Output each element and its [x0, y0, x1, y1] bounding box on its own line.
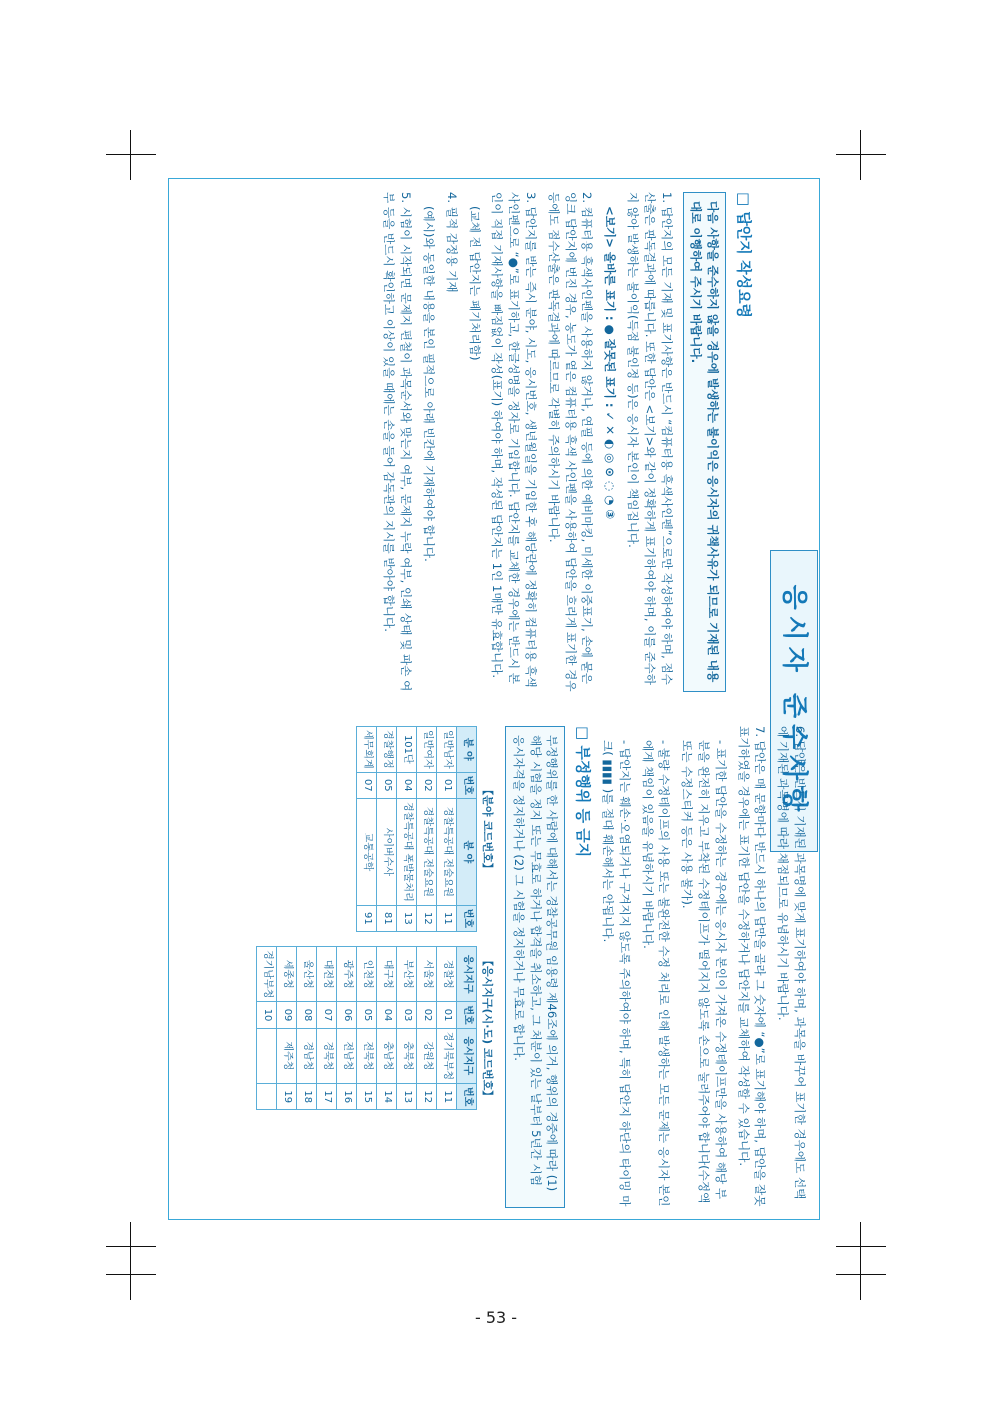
table-cell: 18	[297, 1084, 317, 1110]
table-row	[257, 947, 277, 1110]
column-header: 분 야	[457, 727, 477, 773]
table-cell: 02	[417, 772, 437, 798]
crop-mark-top-left	[106, 130, 156, 180]
table-cell: 전북청	[357, 1028, 377, 1083]
rules-column	[256, 726, 808, 1208]
table-cell: 12	[417, 905, 437, 931]
table-cell: 08	[297, 1002, 317, 1028]
crop-mark-top-right	[836, 130, 886, 180]
table-cell: 04	[397, 772, 417, 798]
table-header-row	[457, 947, 477, 1110]
page-number: - 53 -	[474, 1308, 518, 1327]
rotated-content	[168, 178, 820, 1220]
column-header: 번호	[457, 1084, 477, 1110]
table-cell: 충북청	[397, 1028, 417, 1083]
table-cell: 16	[337, 1084, 357, 1110]
table-cell: 울산청	[297, 947, 317, 1002]
table-row	[357, 727, 377, 932]
table-cell: 11	[437, 1084, 457, 1110]
answer-item-2: 2. 컴퓨터용 흑색사인펜을 사용하지 않거나, 연필 등에 의한 예비마킹, 미세한 이중표기, 손에 묻은 잉크 답안지에 번진 경우, 농도가 옅은 컴퓨터용 흑색 사인펜을 사용하여 답안을 흐리게 표기한 경우 등에도 점수산출은 판독결과에 따르므로 각별히 주의하시기 바랍니다.	[546, 192, 595, 692]
table-cell: 11	[437, 905, 457, 931]
table-row	[377, 727, 397, 932]
rule-item-6: 6. 답안은 반드시 기재된 과목명에 맞게 표기하여야 하며, 과목을 바꾸어 표기한 경우에도 선택에 기재된 과목명에 따라 채점되므로 유념하시기 바랍니다.	[776, 726, 807, 1200]
fraud-section-heading: □ 부정행위 등 금지	[574, 726, 593, 858]
table-row	[437, 727, 457, 932]
table-cell: 부산청	[397, 947, 417, 1002]
table-cell: 경기북부청	[437, 1028, 457, 1083]
answer-item-4-note: (예시)와 동일한 내용을 본인 필적으로 아래 빈칸에 기재하여야 합니다.	[422, 206, 437, 562]
column-header: 번호	[457, 772, 477, 798]
field-table-caption: 【분야 코드번호】	[481, 784, 495, 874]
table-cell: 04	[377, 1002, 397, 1028]
table-cell: 경찰특공대 전술요원	[437, 798, 457, 905]
answer-guide-column	[375, 192, 758, 692]
answer-notice: 다음 사항을 준수하지 않을 경우에 발생하는 불이익은 응시자의 귀책사유가 되므로 기재된 내용대로 이행하여 주시기 바랍니다.	[683, 192, 727, 692]
table-row	[397, 947, 417, 1110]
table-cell: 경찰특공대 폭발물처리	[397, 798, 417, 905]
table-row	[417, 727, 437, 932]
table-cell: 13	[397, 1084, 417, 1110]
rule-item-7-b: - 불량 수정테이프의 사용 또는 불완전한 수정 처리로 인해 발생하는 모든 문제는 응시자 본인에게 책임이 있음을 유념하시기 바랍니다.	[640, 740, 672, 1207]
table-row	[297, 947, 317, 1110]
rule-item-7-a: - 표기한 답안을 수정하는 경우에는 응시자 본인이 가져온 수정테이프만을 사용하여 해당 부분을 완전히 지우고 부착된 수정테이프가 떨어지지 않도록 손으로 눌러주어야 합니다(수정액 또는 수정스티커 등은 사용 불가).	[680, 740, 728, 1204]
marking-example: <보기> 올바른 표기 : ● 잘못된 표기 : ✓ ✕ ◐ ◎ ⊙ ◌ ◔ ③	[603, 206, 618, 520]
table-row	[377, 947, 397, 1110]
table-cell: 경기남부청	[257, 947, 277, 1002]
page-title: 응시자 준수사항	[770, 550, 818, 852]
table-cell: 교통공학	[357, 798, 377, 905]
table-cell: 서울청	[417, 947, 437, 1002]
table-row	[357, 947, 377, 1110]
table-cell: 15	[357, 1084, 377, 1110]
table-cell: 10	[257, 1002, 277, 1028]
table-cell: 91	[357, 905, 377, 931]
table-cell: 07	[357, 772, 377, 798]
table-cell: 13	[397, 905, 417, 931]
region-table-caption: 【응시지구(시·도) 코드번호】	[481, 955, 495, 1102]
table-cell: 대전청	[317, 947, 337, 1002]
table-row	[417, 947, 437, 1110]
rule-item-7: 7. 답안은 매 문항마다 반드시 하나의 답만을 골라 그 숫자에 “●”로 표기해야 하며, 답안을 잘못 표기하였을 경우에는 표기한 답안을 수정하거나 답안지를 교체하여 작성할 수 있습니다.	[736, 726, 768, 1207]
table-header-row	[457, 727, 477, 932]
table-cell: 광주청	[337, 947, 357, 1002]
table-cell: 01	[437, 772, 457, 798]
table-cell: 인천청	[357, 947, 377, 1002]
table-cell: 전남청	[337, 1028, 357, 1083]
answer-item-3: 3. 답안지를 받는 즉시 분야, 시도, 응시번호, 생년월일을 기입한 후 해당란에 정확히 컴퓨터용 흑색사인펜으로 “●”로 표기하고, 한글성명을 정자로 기입합니다. 답안지를 교체한 경우에는 반드시 본인이 직접 기재사항을 빠짐없이 작성(표기) 하여야 하며, 작성된 답안지는 1인 1매만 유효합니다.	[490, 192, 539, 688]
table-cell: 19	[277, 1084, 297, 1110]
table-cell: 02	[417, 1002, 437, 1028]
table-cell: 경찰특공대 전술요원	[417, 798, 437, 905]
table-cell: 09	[277, 1002, 297, 1028]
column-header: 분 야	[457, 798, 477, 905]
table-cell: 81	[377, 905, 397, 931]
fraud-notice: 부정행위를 한 사람에 대해서는 경찰공무원 임용령 제46조에 의거, 행위의 경중에 따라 (1) 해당 시험을 정지 또는 무효로 하거나 합격을 취소하고, 그 처분이 있는 날부터 5년간 시험 응시자격을 정지하거나 (2) 그 시험을 정지하거나 무효로 합니다.	[505, 726, 565, 1208]
table-cell: 경북청	[317, 1028, 337, 1083]
table-row	[337, 947, 357, 1110]
answer-item-3-note: (교체 전 답안지는 폐기처리함)	[467, 206, 482, 361]
table-cell: 05	[377, 772, 397, 798]
region-code-table	[256, 946, 477, 1110]
table-row	[277, 947, 297, 1110]
answer-item-4: 4. 필적 감정용 기재	[444, 192, 459, 293]
table-cell: 일반여자	[417, 727, 437, 773]
column-header: 응시지구	[457, 1028, 477, 1083]
table-cell: 12	[417, 1084, 437, 1110]
table-cell: 대구청	[377, 947, 397, 1002]
table-cell	[257, 1084, 277, 1110]
field-code-block	[356, 726, 497, 932]
table-cell: 07	[317, 1002, 337, 1028]
answer-item-5: 5. 시험이 시작되면 문제지 편철이 과목순서와 맞는지 여부, 문제지 누락 여부, 인쇄 상태 및 파손 여부 등을 반드시 확인하고 이상이 있을 때에는 손을 들어 감독관의 지시를 받아야 합니다.	[382, 192, 414, 692]
table-cell: 경남청	[297, 1028, 317, 1083]
field-code-table	[356, 726, 477, 932]
table-cell: 강원청	[417, 1028, 437, 1083]
table-cell: 01	[437, 1002, 457, 1028]
table-cell: 일반남자	[437, 727, 457, 773]
table-cell: 03	[397, 1002, 417, 1028]
table-cell: 05	[357, 1002, 377, 1028]
table-cell: 17	[317, 1084, 337, 1110]
column-header: 번호	[457, 905, 477, 931]
table-cell: 14	[377, 1084, 397, 1110]
column-header: 번호	[457, 1002, 477, 1028]
region-code-block	[256, 946, 497, 1110]
table-cell: 제주청	[277, 1028, 297, 1083]
crop-mark-bottom-left-2	[106, 1250, 156, 1300]
column-header: 응시지구	[457, 947, 477, 1002]
crop-mark-bottom-right-2	[836, 1250, 886, 1300]
table-row	[317, 947, 337, 1110]
table-cell: 101단	[397, 727, 417, 773]
rule-item-7-c: - 답안지는 훼손·오염되거나 구겨지지 않도록 주의하여야 하며, 특히 답안지 하단의 타이밍 마크( ▮▮▮▮ )를 절대 훼손해서는 안됩니다.	[601, 740, 632, 1207]
answer-section-heading: □ 답안지 작성요령	[735, 192, 753, 319]
table-cell	[257, 1028, 277, 1083]
table-cell: 사이버수사	[377, 798, 397, 905]
table-row	[437, 947, 457, 1110]
table-cell: 세종청	[277, 947, 297, 1002]
table-cell: 경찰행정	[377, 727, 397, 773]
code-tables	[256, 726, 497, 1208]
answer-item-1: 1. 답안지의 모든 기재 및 표기사항은 반드시 “컴퓨터용 흑색사인펜”으로만 작성하여야 하며, 점수산출은 판독결과에 따릅니다. 또한 답안은 <보기>와 같이 정확하게 표기하여야 하며, 이를 준수하지 않아 발생하는 불이익(득점 불인정 등)은 응시자 본인이 책임집니다.	[626, 192, 674, 685]
table-cell: 06	[337, 1002, 357, 1028]
table-cell: 경찰청	[437, 947, 457, 1002]
table-cell: 세무회계	[357, 727, 377, 773]
table-row	[397, 727, 417, 932]
table-cell: 충남청	[377, 1028, 397, 1083]
